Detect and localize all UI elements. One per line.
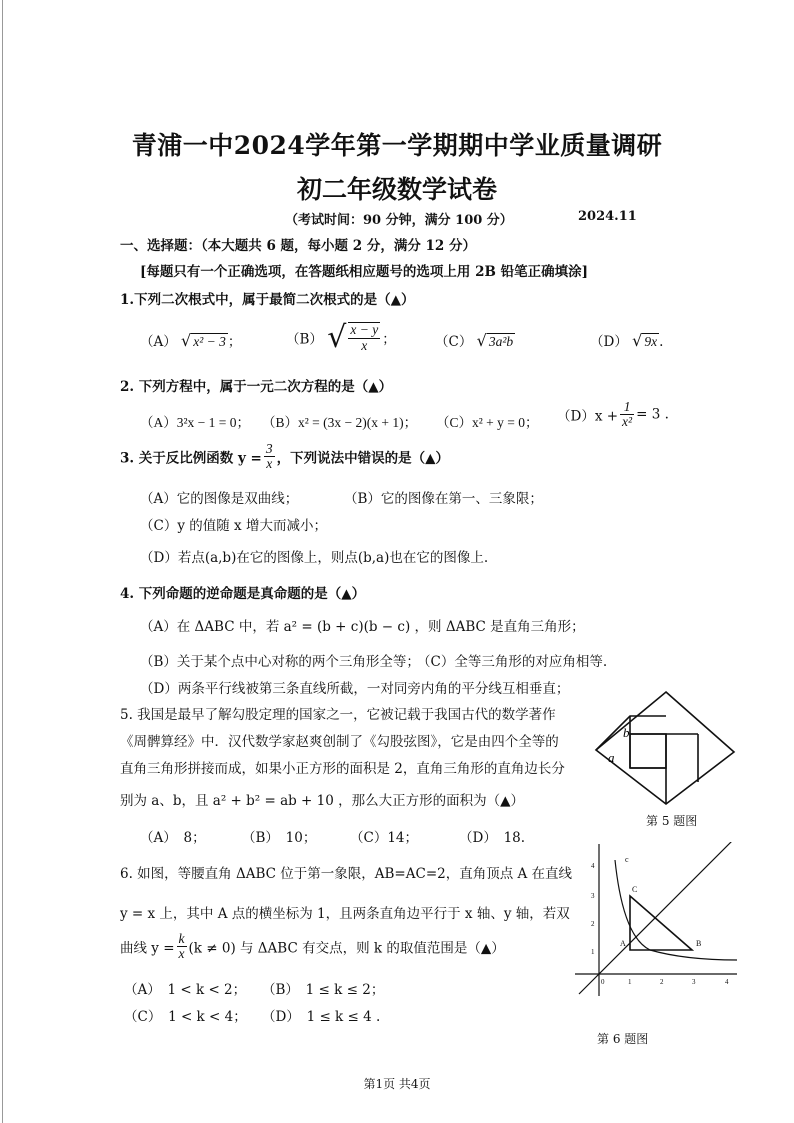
q1-stem: 1.下列二次根式中，属于最简二次根式的是（▲） xyxy=(120,292,415,308)
q5-line-3: 直角三角形拼接而成，如果小正方形的面积是 2，直角三角形的直角边长分 xyxy=(120,761,565,777)
fig6-x-tick-2: 2 xyxy=(660,978,664,986)
q6-line-3-den: x xyxy=(178,946,185,962)
page-left-edge xyxy=(2,0,3,1123)
q2-option-d xyxy=(557,400,669,429)
q3-stem xyxy=(120,442,449,471)
fig6-y-tick-4: 4 xyxy=(591,862,595,870)
figure-5-zhao-shuang-diagram xyxy=(590,688,740,808)
q1-b-label: （B） xyxy=(286,331,323,348)
q2-option-c: （C）x² + y = 0； xyxy=(436,415,539,430)
q2-d-den: x² xyxy=(622,414,633,430)
section-instruction: [每题只有一个正确选项，在答题纸相应题号的选项上用 2B 铅笔正确填涂] xyxy=(140,264,588,280)
q6-option-b: （B） 1 ≤ k ≤ 2； xyxy=(262,982,385,998)
q2-d-label: （D）x + xyxy=(557,408,619,425)
q6-line-3-frac xyxy=(177,932,187,961)
fig6-y-tick-3: 3 xyxy=(591,892,595,900)
fig5-label-a: a xyxy=(608,750,615,765)
q5-option-a: （A） 8； xyxy=(140,830,206,846)
q1-option-b xyxy=(286,320,396,355)
q4-stem: 4. 下列命题的逆命题是真命题的是（▲） xyxy=(120,586,366,602)
page-footer: 第1页 共4页 xyxy=(363,1077,431,1091)
q1-c-expr: 3a²b xyxy=(488,334,514,349)
q5-option-b: （B） 10； xyxy=(242,830,317,846)
q2-stem: 2. 下列方程中，属于一元二次方程的是（▲） xyxy=(120,379,393,395)
q6-option-d: （D） 1 ≤ k ≤ 4 . xyxy=(262,1009,381,1025)
q6-line-3-pre: 曲线 y = xyxy=(120,940,175,957)
q1-option-c xyxy=(435,330,515,350)
q3-option-b: （B）它的图像在第一、三象限； xyxy=(344,491,543,507)
q1-b-num: x − y xyxy=(350,322,379,338)
q1-b-frac xyxy=(348,322,380,352)
fig6-y-tick-1: 1 xyxy=(591,948,595,956)
section-heading: 一、选择题：（本大题共 6 题，每小题 2 分，满分 12 分） xyxy=(120,238,477,254)
q1-a-expr: x² − 3 xyxy=(193,334,226,349)
fig6-label-b: B xyxy=(696,939,702,948)
q4-option-a: （A）在 ΔABC 中，若 a² = (b + c)(b − c) ，则 ΔABC 是直角三角形； xyxy=(140,619,585,635)
q1-b-end: ； xyxy=(382,331,396,348)
q1-option-a xyxy=(140,330,241,350)
fig6-line-y-equals-x xyxy=(579,842,735,994)
q3-stem-frac xyxy=(264,442,275,471)
fig6-x-tick-3: 3 xyxy=(692,978,696,986)
q3-option-a: （A）它的图像是双曲线； xyxy=(140,491,299,507)
q1-d-label: （D） xyxy=(590,334,628,350)
q6-line-2: y = x 上，其中 A 点的横坐标为 1，且两条直角边平行于 x 轴、y 轴，若双 xyxy=(120,906,570,922)
q3-stem-num: 3 xyxy=(265,441,273,456)
fig6-label-a: A xyxy=(620,939,626,948)
fig6-y-tick-2: 2 xyxy=(591,920,595,928)
fig5-label-b: b xyxy=(623,725,630,740)
q3-option-d: （D）若点(a,b)在它的图像上，则点(b,a)也在它的图像上. xyxy=(140,550,489,566)
q5-option-d: （D） 18. xyxy=(459,830,526,846)
fig5-outer-square xyxy=(596,692,734,804)
page-title: 青浦一中2024学年第一学期期中学业质量调研 xyxy=(131,131,663,160)
q6-option-a: （A） 1 < k < 2； xyxy=(124,982,247,998)
fig6-label-curve-c: c xyxy=(625,855,629,864)
q2-d-num: 1 xyxy=(620,400,634,415)
q6-line-1: 6. 如图，等腰直角 ΔABC 位于第一象限，AB=AC=2，直角顶点 A 在直线 xyxy=(120,866,573,882)
fig6-origin-label: 0 xyxy=(601,978,605,986)
q6-option-c: （C） 1 < k < 4； xyxy=(124,1009,247,1025)
q1-a-label: （A） xyxy=(140,334,177,350)
q1-d-end: . xyxy=(659,334,664,350)
q1-option-d xyxy=(590,330,663,350)
q3-stem-pre: 3. 关于反比例函数 y = xyxy=(120,450,262,467)
q2-d-frac xyxy=(620,400,634,429)
figure-6-caption: 第 6 题图 xyxy=(597,1032,649,1046)
fig6-x-tick-4: 4 xyxy=(725,978,729,986)
q2-option-b: （B）x² = (3x − 2)(x + 1)； xyxy=(262,415,418,430)
fig6-x-tick-1: 1 xyxy=(628,978,632,986)
radical-icon: √ xyxy=(632,331,643,350)
figure-6-coordinate-plot xyxy=(575,842,740,1002)
q6-line-3 xyxy=(120,932,505,961)
q4-option-c: （C）全等三角形的对应角相等. xyxy=(417,654,608,670)
figure-5-caption: 第 5 题图 xyxy=(646,814,698,828)
q1-a-end: ； xyxy=(227,334,242,350)
q5-option-c: （C）14； xyxy=(350,830,419,846)
fig5-small-square xyxy=(630,734,666,768)
page-subtitle: 初二年级数学试卷 xyxy=(296,175,497,204)
radical-icon: √ xyxy=(181,331,192,350)
radical-icon: √ xyxy=(327,320,347,355)
q3-stem-den: x xyxy=(266,456,273,472)
q5-line-2: 《周髀算经》中．汉代数学家赵爽创制了《勾股弦图》，它是由四个全等的 xyxy=(120,734,559,750)
fig6-hyperbola xyxy=(615,860,737,960)
q2-d-end: = 3 . xyxy=(636,406,669,423)
q6-line-3-post: (k ≠ 0) 与 ΔABC 有交点，则 k 的取值范围是（▲） xyxy=(188,940,505,957)
exam-date: 2024.11 xyxy=(578,209,637,224)
q3-option-c: （C）y 的值随 x 增大而减小； xyxy=(140,518,327,534)
fig6-label-c: C xyxy=(632,885,638,894)
q6-line-3-num: k xyxy=(178,931,185,946)
q1-d-expr: 9x xyxy=(644,334,658,349)
q5-line-1: 5. 我国是最早了解勾股定理的国家之一，它被记载于我国古代的数学著作 xyxy=(120,707,556,723)
q5-line-4: 别为 a、b，且 a² + b² = ab + 10 ，那么大正方形的面积为（▲） xyxy=(120,793,525,809)
q4-option-d: （D）两条平行线被第三条直线所截，一对同旁内角的平分线互相垂直； xyxy=(140,681,570,697)
q2-option-a: （A）3²x − 1 = 0； xyxy=(140,415,251,430)
exam-info: （考试时间：90 分钟，满分 100 分） xyxy=(285,213,513,228)
radical-icon: √ xyxy=(476,331,487,350)
q1-c-label: （C） xyxy=(435,334,473,350)
q3-stem-post: ，下列说法中错误的是（▲） xyxy=(276,450,449,467)
q4-option-b: （B）关于某个点中心对称的两个三角形全等； xyxy=(140,654,420,670)
q1-b-den: x xyxy=(361,337,368,353)
